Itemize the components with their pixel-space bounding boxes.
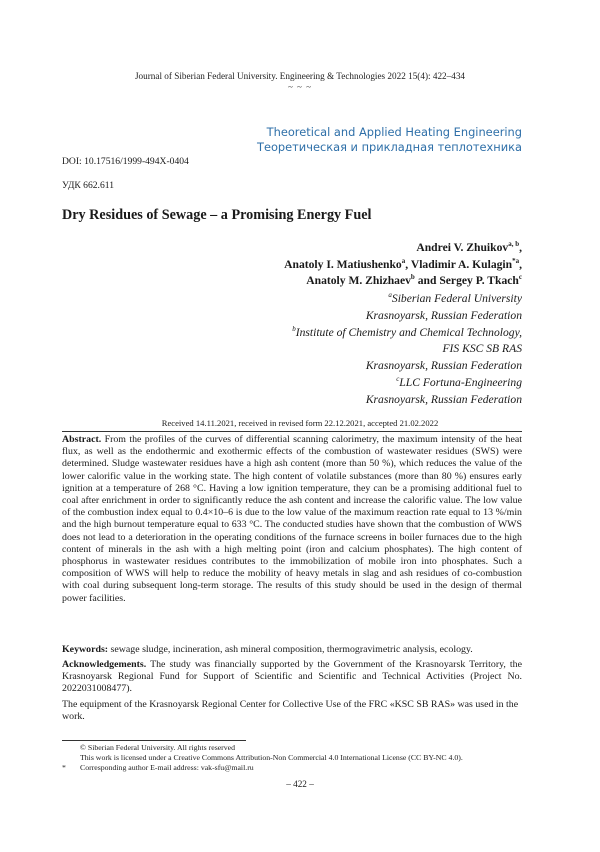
author-affiliation-mark: *a	[512, 256, 520, 265]
acknowledgements	[62, 659, 522, 696]
author-line	[284, 240, 522, 257]
paper-title: Dry Residues of Sewage – a Promising Energy Fuel	[62, 207, 372, 223]
corresponding-author-note	[62, 763, 532, 773]
affiliation-mark: b	[292, 324, 296, 333]
udk-code: УДК 662.611	[62, 180, 114, 191]
footnotes	[62, 743, 532, 773]
author-name: Sergey P. Tkach	[439, 274, 519, 288]
keywords-label: Keywords:	[62, 644, 109, 655]
abstract-text: From the profiles of the curves of differential scanning calorimetry, the maximum intensity of the heat flux, as well as the endothermic and exothermic effects of the combustion of wastewater residues (SWS) were determined. Sludge wastewater residues have a high ash content (more than 50 %), which reduces the value of the lower calorific value in the working state. The high content of volatile substances (more than 80 %) ensures early ignition at a temperature of 268 °C. Having a low ignition temperature, they can be a promising additional fuel to coal after enrichment in order to significantly reduce the ash content and increase the calorific value. The low value of the combustion index equal to 0.4×10–6 is due to the low value of the maximum reaction rate equal to 13 %/min and the high burnout temperature equal to 633 °C. The conducted studies have shown that the combustion of WWS does not lead to a deterioration in the operating conditions of the furnace screens in boiler furnaces due to the high content of minerals in the ash with a high melting point (iron and calcium phosphates). The high content of phosphorus in wastewater residues contributes to the immobilization of mobile iron into phosphates. Such a composition of WWS will help to reduce the mobility of heavy metals in slag and ash residues of co-combustion with coal during subsequent long-term storage. The results of this study should be used in the design of thermal power facilities.	[62, 434, 522, 604]
affiliation-text: Siberian Federal University	[391, 292, 522, 305]
doi[interactable]: DOI: 10.17516/1999-494X-0404	[62, 156, 189, 167]
header-separator: ~ ~ ~	[287, 82, 313, 92]
acknowledgements-equipment: The equipment of the Krasnoyarsk Regional Center for Collective Use of the FRC «KSC SB RAS» was used in the work.	[62, 699, 519, 723]
abstract-label: Abstract.	[62, 434, 102, 445]
affiliation-list	[292, 291, 522, 409]
abstract	[62, 434, 522, 605]
affiliation-text: Institute of Chemistry and Chemical Technology,	[295, 325, 522, 339]
footnote-divider	[62, 740, 246, 741]
corresponding-author-text[interactable]: Corresponding author E-mail address: vak-sfu@mail.ru	[80, 763, 254, 772]
page-number: – 422 –	[286, 779, 314, 789]
author-name: Vladimir A. Kulagin	[410, 257, 513, 271]
journal-citation: Journal of Siberian Federal University. Engineering & Technologies 2022 15(4): 422–434	[134, 71, 466, 81]
received-dates: Received 14.11.2021, received in revised form 22.12.2021, accepted 21.02.2022	[161, 418, 439, 428]
author-separator: ,	[519, 257, 522, 271]
author-affiliation-mark: b	[410, 273, 415, 282]
author-separator: and	[414, 274, 440, 288]
author-separator: ,	[519, 241, 522, 254]
affiliation-c	[292, 375, 522, 392]
acknowledgements-text: The study was financially supported by the Government of the Krasnoyarsk Territory, the Krasnoyarsk Regional Fund for Support of Scientific and Scientific and Technical Activities (Project No. 2022031008477).	[62, 659, 522, 695]
affiliation-b	[292, 325, 522, 342]
divider	[62, 431, 522, 432]
affiliation-a	[292, 291, 522, 308]
affiliation-location: Krasnoyarsk, Russian Federation	[365, 359, 522, 373]
author-name: Andrei V. Zhuikov	[416, 241, 509, 254]
affiliation-location: Krasnoyarsk, Russian Federation	[365, 392, 522, 406]
author-name: Anatoly M. Zhizhaev	[306, 274, 411, 288]
author-affiliation-mark: c	[518, 273, 522, 282]
license-note[interactable]: This work is licensed under a Creative Commons Attribution-Non Commercial 4.0 International License (CC BY-NC 4.0).	[80, 753, 463, 762]
author-affiliation-mark: a	[401, 256, 406, 265]
author-line	[284, 257, 522, 274]
author-affiliation-mark: a, b	[508, 240, 520, 249]
copyright-note: © Siberian Federal University. All rights reserved	[80, 743, 236, 752]
affiliation-location: Krasnoyarsk, Russian Federation	[365, 308, 522, 322]
affiliation-text: FIS KSC SB RAS	[442, 342, 522, 356]
keywords-text: sewage sludge, incineration, ash mineral composition, thermogravimetric analysis, ecology.	[108, 644, 473, 655]
author-list	[284, 240, 522, 290]
keywords	[62, 644, 522, 656]
affiliation-mark: c	[396, 375, 400, 384]
author-line	[284, 273, 522, 290]
footnote-asterisk: *	[62, 763, 66, 772]
affiliation-mark: a	[388, 291, 392, 300]
author-separator: ,	[405, 257, 411, 271]
author-name: Anatoly I. Matiushenko	[284, 257, 402, 271]
acknowledgements-label: Acknowledgements.	[62, 659, 147, 670]
section-title-russian: Теоретическая и прикладная теплотехника	[257, 140, 522, 154]
affiliation-text: LLC Fortuna-Engineering	[399, 375, 522, 389]
section-title-english: Theoretical and Applied Heating Engineering	[266, 125, 522, 139]
